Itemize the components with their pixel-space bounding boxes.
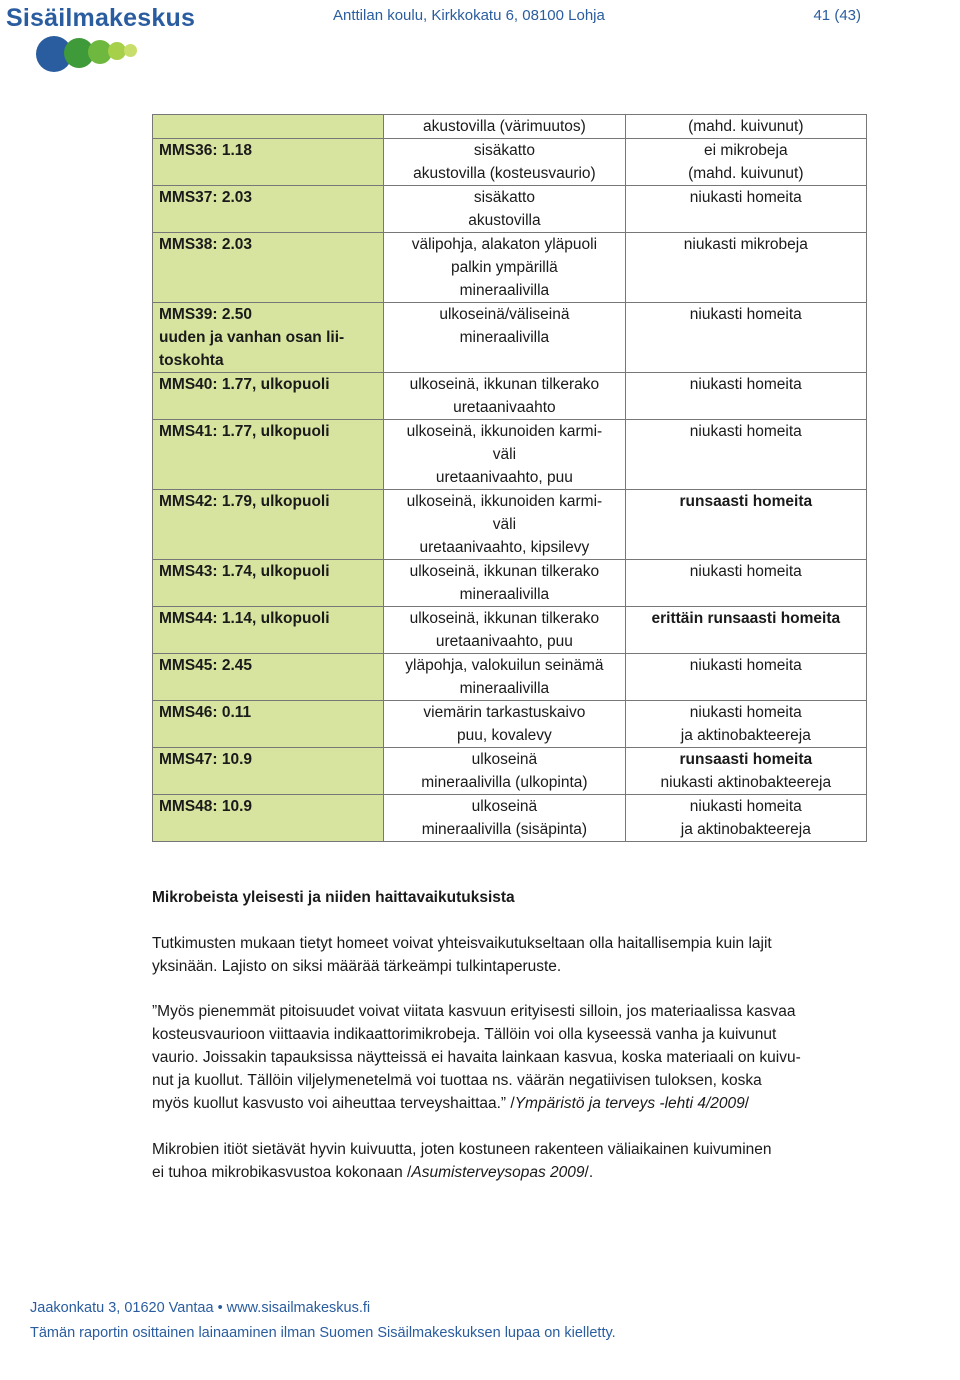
material-cell-line: mineraalivilla (sisäpinta): [421, 821, 588, 838]
footer-address: Jaakonkatu 3, 01620 Vantaa • www.sisailmakeskus.fi: [30, 1300, 371, 1316]
sample-cell: [153, 303, 384, 373]
paragraph-line-last: [152, 1161, 867, 1184]
result-cell-line: (mahd. kuivunut): [688, 118, 804, 135]
company-logo: [6, 4, 206, 74]
sample-cell: [153, 607, 384, 654]
material-cell: [384, 560, 625, 607]
material-cell: [384, 490, 625, 560]
sample-cell-line: MMS45: 2.45: [159, 657, 253, 674]
material-cell-line: ulkoseinä, ikkunoiden karmi-: [406, 493, 603, 510]
result-cell: [625, 303, 866, 373]
sample-cell-line: MMS44: 1.14, ulkopuoli: [159, 610, 330, 627]
spores-source-end: /.: [584, 1164, 594, 1181]
result-cell-line: (mahd. kuivunut): [688, 165, 804, 182]
logo-wordmark: Sisäilmakeskus: [6, 4, 196, 32]
material-cell: [384, 139, 625, 186]
table-body: [153, 115, 867, 842]
sample-cell: [153, 115, 384, 139]
sample-cell: [153, 420, 384, 490]
sample-cell-line: MMS38: 2.03: [159, 236, 253, 253]
result-cell: [625, 654, 866, 701]
material-cell: [384, 233, 625, 303]
material-cell-line: akustovilla (värimuutos): [422, 118, 586, 135]
material-cell-line: puu, kovalevy: [457, 727, 552, 744]
sample-cell-line: MMS43: 1.74, ulkopuoli: [159, 563, 330, 580]
material-cell: [384, 186, 625, 233]
material-cell-line: mineraalivilla: [459, 680, 550, 697]
sample-cell: [153, 186, 384, 233]
result-cell-line: niukasti mikrobeja: [683, 236, 808, 253]
table-row: [153, 490, 867, 560]
paragraph-line: vaurio. Joissakin tapauksissa näytteissä ei havaita lainkaan kasvua, koska materiaali on kuivu-: [152, 1049, 801, 1066]
sample-cell-line: MMS39: 2.50: [159, 306, 253, 323]
result-cell-line: runsaasti homeita: [679, 493, 813, 510]
page-number: 41 (43): [813, 7, 861, 24]
paragraph-line-last: [152, 1092, 867, 1115]
sample-results-table: [152, 114, 867, 842]
sample-cell-line: MMS47: 10.9: [159, 751, 253, 768]
material-cell-line: mineraalivilla: [459, 586, 550, 603]
result-cell-line: erittäin runsaasti homeita: [651, 610, 841, 627]
material-cell: [384, 795, 625, 842]
sample-cell: [153, 139, 384, 186]
sample-cell-line: MMS42: 1.79, ulkopuoli: [159, 493, 330, 510]
material-cell: [384, 420, 625, 490]
material-cell-line: ulkoseinä: [471, 798, 538, 815]
spores-source: Asumisterveysopas 2009: [411, 1164, 585, 1181]
table-row: [153, 233, 867, 303]
result-cell-line: niukasti homeita: [689, 798, 802, 815]
sample-cell: [153, 490, 384, 560]
table-row: [153, 115, 867, 139]
material-cell-line: akustovilla: [468, 212, 541, 229]
sample-cell: [153, 233, 384, 303]
paragraph-line: nut ja kuollut. Tällöin viljelymenetelmä voi tuottaa ns. väärän negatiivisen tuloksen, koska: [152, 1072, 762, 1089]
result-cell: [625, 490, 866, 560]
sample-cell-line: MMS41: 1.77, ulkopuoli: [159, 423, 330, 440]
result-cell: [625, 420, 866, 490]
material-cell-line: palkin ympärillä: [450, 259, 558, 276]
sample-cell-line: toskohta: [159, 352, 224, 369]
result-cell-line: ja aktinobakteereja: [680, 821, 811, 838]
quote-text: myös kuollut kasvusto voi aiheuttaa terveyshaittaa.” /: [152, 1095, 515, 1112]
material-cell-line: uretaanivaahto, kipsilevy: [419, 539, 590, 556]
material-cell-line: sisäkatto: [473, 189, 535, 206]
footer-copyright-note: Tämän raportin osittainen lainaaminen ilman Suomen Sisäilmakeskuksen lupaa on kielletty.: [30, 1325, 616, 1341]
table-row: [153, 607, 867, 654]
result-cell: [625, 795, 866, 842]
table-row: [153, 186, 867, 233]
paragraph-spores: [152, 1138, 867, 1184]
material-cell: [384, 607, 625, 654]
result-cell-line: ja aktinobakteereja: [680, 727, 811, 744]
material-cell-line: väli: [492, 516, 517, 533]
result-cell: [625, 115, 866, 139]
material-cell-line: ulkoseinä, ikkunan tilkerako: [409, 610, 600, 627]
result-cell-line: niukasti aktinobakteereja: [660, 774, 832, 791]
table-row: [153, 701, 867, 748]
result-cell-line: niukasti homeita: [689, 704, 802, 721]
material-cell-line: uretaanivaahto, puu: [435, 633, 573, 650]
table-row: [153, 303, 867, 373]
material-cell-line: uretaanivaahto: [453, 399, 556, 416]
paragraph-intro: [152, 932, 867, 978]
material-cell-line: yläpohja, valokuilun seinämä: [405, 657, 604, 674]
material-cell-line: väli: [492, 446, 517, 463]
table-row: [153, 748, 867, 795]
sample-cell-line: MMS40: 1.77, ulkopuoli: [159, 376, 330, 393]
result-cell: [625, 607, 866, 654]
sample-cell-line: MMS37: 2.03: [159, 189, 253, 206]
paragraph-line: Tutkimusten mukaan tietyt homeet voivat yhteisvaikutukseltaan olla haitallisempia kuin lajit: [152, 935, 772, 952]
sample-cell: [153, 560, 384, 607]
result-cell: [625, 233, 866, 303]
sample-cell: [153, 654, 384, 701]
report-title: Anttilan koulu, Kirkkokatu 6, 08100 Lohja: [333, 7, 605, 24]
result-cell-line: ei mikrobeja: [704, 142, 788, 159]
material-cell-line: mineraalivilla: [459, 282, 550, 299]
sample-cell: [153, 795, 384, 842]
result-cell-line: niukasti homeita: [689, 189, 802, 206]
material-cell-line: mineraalivilla: [459, 329, 550, 346]
sample-cell: [153, 748, 384, 795]
logo-dots-icon: [36, 34, 146, 74]
page-header: [0, 0, 960, 75]
material-cell-line: akustovilla (kosteusvaurio): [413, 165, 596, 182]
sample-cell-line: MMS48: 10.9: [159, 798, 253, 815]
result-cell-line: niukasti homeita: [689, 376, 802, 393]
table-row: [153, 795, 867, 842]
section-heading: Mikrobeista yleisesti ja niiden haittavaikutuksista: [152, 889, 515, 906]
paragraph-line: Mikrobien itiöt sietävät hyvin kuivuutta, joten kostuneen rakenteen väliaikainen kuivuminen: [152, 1141, 772, 1158]
paragraph-line: yksinään. Lajisto on siksi määrää tärkeämpi tulkintaperuste.: [152, 958, 562, 975]
result-cell: [625, 701, 866, 748]
paragraph-line: kosteusvaurioon viittaavia indikaattorimikrobeja. Tällöin voi olla kyseessä vanha ja kuivunut: [152, 1026, 777, 1043]
material-cell-line: uretaanivaahto, puu: [435, 469, 573, 486]
sample-cell: [153, 373, 384, 420]
table-row: [153, 654, 867, 701]
material-cell-line: ulkoseinä/väliseinä: [439, 306, 570, 323]
sample-cell-line: MMS36: 1.18: [159, 142, 253, 159]
material-cell: [384, 701, 625, 748]
material-cell-line: sisäkatto: [473, 142, 535, 159]
result-cell: [625, 186, 866, 233]
result-cell: [625, 560, 866, 607]
quote-source-end: /: [744, 1095, 750, 1112]
material-cell: [384, 748, 625, 795]
result-cell-line: niukasti homeita: [689, 657, 802, 674]
material-cell-line: mineraalivilla (ulkopinta): [421, 774, 588, 791]
table-row: [153, 373, 867, 420]
material-cell-line: ulkoseinä, ikkunan tilkerako: [409, 376, 600, 393]
result-cell: [625, 139, 866, 186]
material-cell-line: ulkoseinä: [471, 751, 538, 768]
quote-source: Ympäristö ja terveys -lehti 4/2009: [514, 1095, 745, 1112]
material-cell: [384, 373, 625, 420]
material-cell-line: viemärin tarkastuskaivo: [423, 704, 586, 721]
result-cell-line: niukasti homeita: [689, 306, 802, 323]
material-cell: [384, 654, 625, 701]
paragraph-line: ”Myös pienemmät pitoisuudet voivat viitata kasvuun erityisesti silloin, jos materiaalissa kasvaa: [152, 1003, 796, 1020]
result-cell-line: niukasti homeita: [689, 423, 802, 440]
spores-text: ei tuhoa mikrobikasvustoa kokonaan /: [152, 1164, 412, 1181]
table-row: [153, 560, 867, 607]
material-cell: [384, 115, 625, 139]
material-cell-line: ulkoseinä, ikkunoiden karmi-: [406, 423, 603, 440]
paragraph-quote: [152, 1000, 867, 1115]
table-row: [153, 139, 867, 186]
result-cell-line: niukasti homeita: [689, 563, 802, 580]
material-cell-line: välipohja, alakaton yläpuoli: [411, 236, 598, 253]
sample-cell: [153, 701, 384, 748]
material-cell-line: ulkoseinä, ikkunan tilkerako: [409, 563, 600, 580]
sample-cell-line: uuden ja vanhan osan lii-: [159, 329, 345, 346]
table-row: [153, 420, 867, 490]
result-cell-line: runsaasti homeita: [679, 751, 813, 768]
result-cell: [625, 748, 866, 795]
result-cell: [625, 373, 866, 420]
sample-cell-line: MMS46: 0.11: [159, 704, 252, 721]
material-cell: [384, 303, 625, 373]
